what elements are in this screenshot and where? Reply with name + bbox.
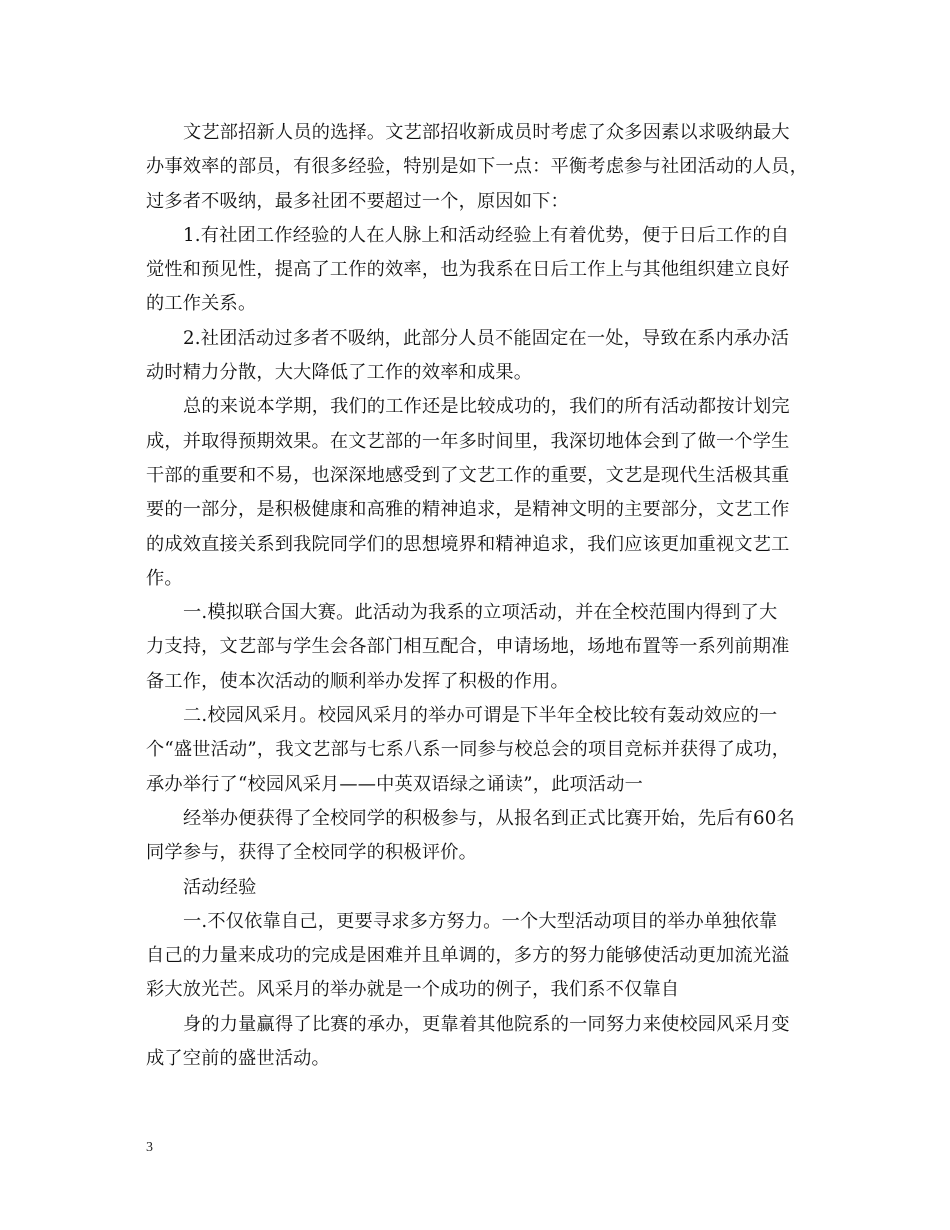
text-line: 身的力量赢得了比赛的承办，更靠着其他院系的一同努力来使校园风采月变: [183, 1013, 790, 1035]
text-line: 办事效率的部员，有很多经验，特别是如下一点：平衡考虑参与社团活动的人员，: [146, 156, 808, 178]
text-line: 二.校园风采月。校园风采月的举办可谓是下半年全校比较有轰动效应的一: [183, 705, 778, 727]
text-line: 一.模拟联合国大赛。此活动为我系的立项活动，并在全校范围内得到了大: [183, 602, 778, 624]
text-line: 要的一部分，是积极健康和高雅的精神追求，是精神文明的主要部分，文艺工作: [146, 499, 790, 521]
text-line: 作。: [146, 567, 183, 589]
text-line: 承办举行了“校园风采月——中英双语绿之诵读”，此项活动一: [146, 773, 644, 795]
paragraph: [146, 596, 806, 699]
text-line: 彩大放光芒。风采月的举办就是一个成功的例子，我们系不仅靠自: [146, 979, 680, 1001]
text-line: 活动经验: [183, 876, 257, 898]
text-line: 的工作关系。: [146, 293, 257, 315]
text-line: 干部的重要和不易，也深深地感受到了文艺工作的重要，文艺是现代生活极其重: [146, 464, 790, 486]
document-body: [146, 116, 806, 1076]
page-number: 3: [146, 1140, 153, 1155]
text-line: 过多者不吸纳，最多社团不要超过一个，原因如下：: [146, 190, 569, 212]
paragraph: [146, 116, 806, 219]
text-line: 1.有社团工作经验的人在人脉上和活动经验上有着优势，便于日后工作的自: [183, 224, 790, 246]
text-line: 同学参与，获得了全校同学的积极评价。: [146, 842, 477, 864]
text-line: 一.不仅依靠自己，更要寻求多方努力。一个大型活动项目的举办单独依靠: [183, 910, 778, 932]
text-line: 成了空前的盛世活动。: [146, 1048, 330, 1070]
paragraph: [146, 219, 806, 322]
text-line: 文艺部招新人员的选择。文艺部招收新成员时考虑了众多因素以求吸纳最大: [183, 122, 790, 143]
text-line: 个“盛世活动”，我文艺部与七系八系一同参与校总会的项目竞标并获得了成功，: [146, 739, 791, 761]
paragraph: [146, 390, 806, 596]
text-line: 成，并取得预期效果。在文艺部的一年多时间里，我深切地体会到了做一个学生: [146, 430, 790, 452]
text-line: 自己的力量来成功的完成是困难并且单调的，多方的努力能够使活动更加流光溢: [146, 945, 790, 967]
text-line: 经举办便获得了全校同学的积极参与，从报名到正式比赛开始，先后有60名: [183, 807, 795, 829]
text-line: 觉性和预见性，提高了工作的效率，也为我系在日后工作上与其他组织建立良好: [146, 259, 790, 281]
paragraph: [146, 871, 806, 905]
paragraph: [146, 802, 806, 871]
paragraph: [146, 699, 806, 802]
text-line: 力支持，文艺部与学生会各部门相互配合，申请场地，场地布置等一系列前期准: [146, 636, 790, 658]
text-line: 的成效直接关系到我院同学们的思想境界和精神追求，我们应该更加重视文艺工: [146, 533, 790, 555]
text-line: 2.社团活动过多者不吸纳，此部分人员不能固定在一处，导致在系内承办活: [183, 327, 790, 349]
text-line: 动时精力分散，大大降低了工作的效率和成果。: [146, 362, 533, 384]
text-line: 备工作，使本次活动的顺利举办发挥了积极的作用。: [146, 670, 569, 692]
paragraph: [146, 322, 806, 391]
paragraph: [146, 905, 806, 1008]
paragraph: [146, 1008, 806, 1077]
text-line: 总的来说本学期，我们的工作还是比较成功的，我们的所有活动都按计划完: [183, 396, 790, 418]
